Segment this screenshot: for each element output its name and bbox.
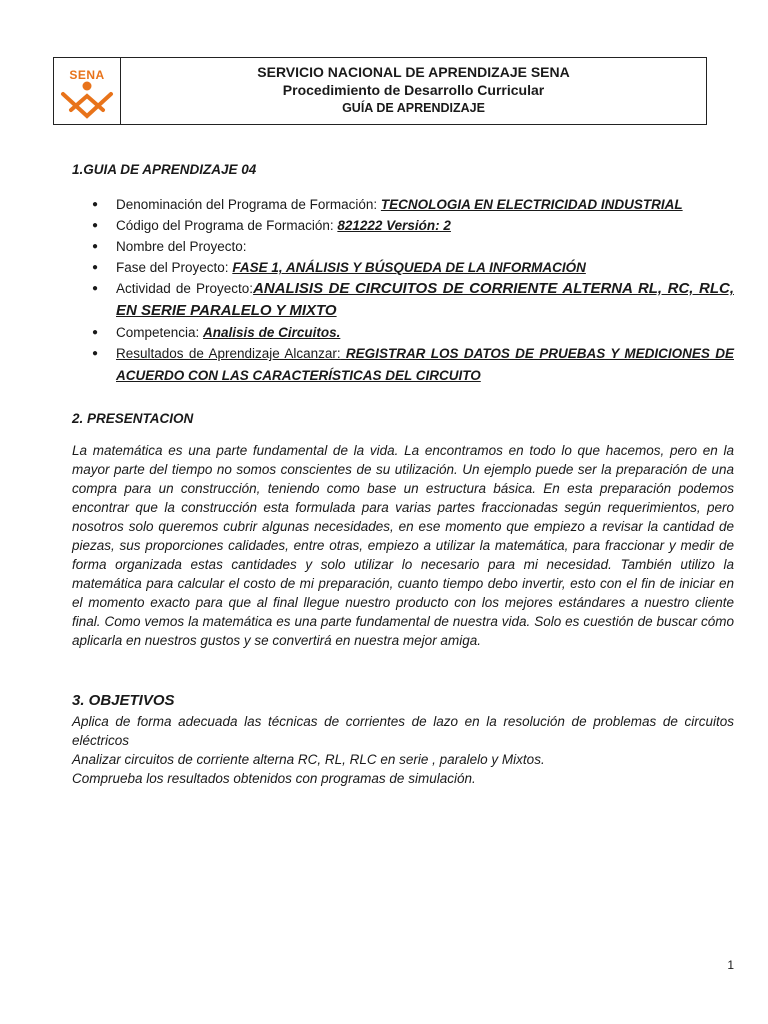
item-value: Analisis de Circuitos. [203,325,341,340]
presentation-text: La matemática es una parte fundamental de la vida. La encontramos en todo lo que hacemos, pero en la mayor parte del tiempo no somos conscientes de su utilización. Un ejemplo puede ser la preparación de una compra para un construcción, teniendo como base un estructura básica. En esta preparación podemos encontrar que la construcción esta formulada para varias partes fraccionadas según requerimientos, pero nosotros solo queremos cubrir algunas necesidades, en ese momento que empiezo a revisar la cantidad de piezas, sus proporciones calidades, entre otras, empiezo a utilizar la matemática, para fraccionar y medir de forma organizada estas cantidades y solo utilizar lo necesario para mi necesidad. También utilizo la matemática para calcular el costo de mi preparación, cuanto tiempo debo invertir, esto con el fin de iniciar en el momento exacto para que al final llegue nuestro producto con los mejores estándares a nuestro cliente final. Como vemos la matemática es una parte fundamental de nuestra vida. Solo es cuestión de buscar cómo aplicarla en nuestros gustos y se convertirá en nuestra mejor amiga. [72,443,734,648]
item-label: Nombre del Proyecto: [116,239,247,254]
list-item [72,194,734,215]
item-value: 821222 Versión: 2 [337,218,451,233]
document-header [53,57,707,125]
objective-item: Aplica de forma adecuada las técnicas de corrientes de lazo en la resolución de problemas de circuitos eléctricos [72,714,734,748]
objectives-list [72,712,734,788]
objectives-title: 3. OBJETIVOS [72,692,175,709]
list-item [72,322,734,343]
header-titles [121,63,706,117]
sena-logo [54,58,120,124]
item-value: ANALISIS DE CIRCUITOS DE CORRIENTE ALTERNA RL, RC, RLC, EN SERIE PARALELO Y MIXTO [116,280,734,319]
item-label: Actividad de Proyecto: [116,281,254,296]
logo-text: SENA [69,68,105,82]
item-label: Fase del Proyecto: [116,260,233,275]
item-value: REGISTRAR LOS DATOS DE PRUEBAS Y MEDICIONES DE ACUERDO CON LAS CARACTERÍSTICAS DEL CIRCUITO [116,346,734,383]
objective-item: Comprueba los resultados obtenidos con programas de simulación. [72,771,476,786]
list-item [72,215,734,236]
list-item [72,236,734,257]
page-number: 1 [727,958,734,972]
bullet-icon: ● [92,348,99,359]
list-item [72,278,734,322]
objective-item: Analizar circuitos de corriente alterna RC, RL, RLC en serie , paralelo y Mixtos. [72,752,545,767]
sena-figure-icon [57,80,117,120]
item-value: TECNOLOGIA EN ELECTRICIDAD INDUSTRIAL [380,197,683,212]
bullet-icon: ● [92,199,99,210]
program-info-list [72,194,734,387]
bullet-icon: ● [92,241,99,252]
guide-title: 1.GUIA DE APRENDIZAJE 04 [72,162,257,177]
institution-name: SERVICIO NACIONAL DE APRENDIZAJE SENA [257,64,570,80]
item-label: Denominación del Programa de Formación: [116,197,381,212]
item-label: Competencia: [116,325,204,340]
bullet-icon: ● [92,262,99,273]
item-label: Resultados de Aprendizaje Alcanzar: [116,346,341,361]
item-value: FASE 1, ANÁLISIS Y BÚSQUEDA DE LA INFORMACIÓN [232,260,586,275]
list-item [72,343,734,387]
bullet-icon: ● [92,283,99,294]
guide-type: GUÍA DE APRENDIZAJE [342,101,485,115]
bullet-icon: ● [92,220,99,231]
bullet-icon: ● [92,327,99,338]
item-label: Código del Programa de Formación: [116,218,338,233]
presentation-title: 2. PRESENTACION [72,411,194,426]
list-item [72,257,734,278]
procedure-name: Procedimiento de Desarrollo Curricular [282,82,545,98]
